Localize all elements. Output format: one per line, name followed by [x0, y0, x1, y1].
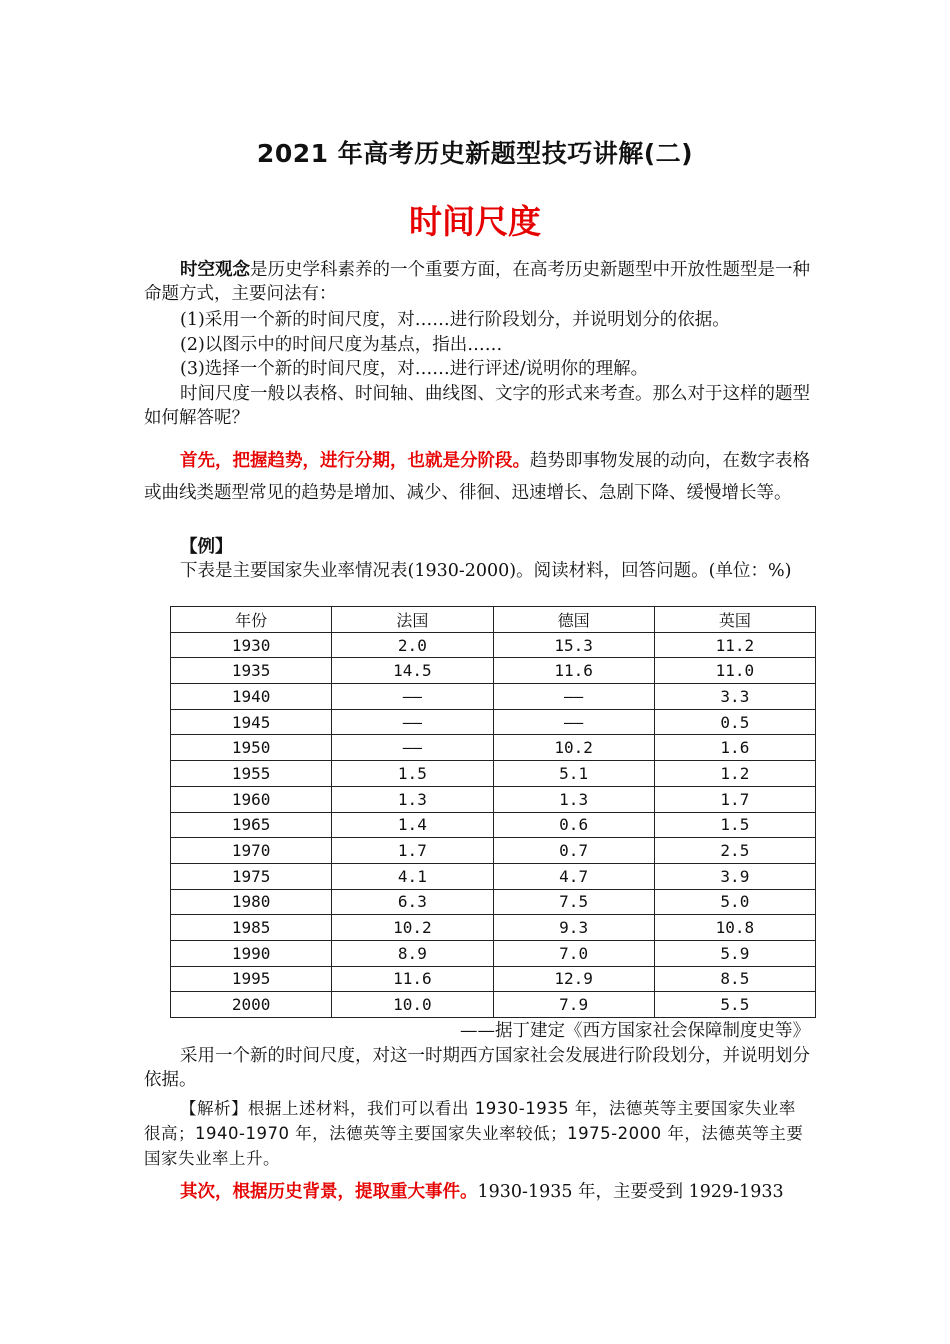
- table-row: [171, 915, 816, 941]
- year-cell: 1965: [171, 812, 332, 838]
- rate-cell: 11.6: [493, 658, 654, 684]
- table-row: [171, 863, 816, 889]
- rate-cell: 1.2: [654, 761, 815, 787]
- table-row: [171, 658, 816, 684]
- rate-cell: 1.3: [332, 786, 493, 812]
- year-cell: 1960: [171, 786, 332, 812]
- rate-cell: 7.9: [493, 992, 654, 1018]
- source-citation: ——据丁建定《西方国家社会保障制度史等》: [460, 1021, 810, 1041]
- rate-cell: 8.9: [332, 940, 493, 966]
- step2-paragraph: [144, 1180, 810, 1204]
- intro-paragraph: [144, 258, 810, 306]
- rate-cell: 10.8: [654, 915, 815, 941]
- example-intro: 下表是主要国家失业率情况表(1930-2000)。阅读材料，回答问题。(单位：%): [180, 561, 792, 581]
- rate-cell: 3.3: [654, 684, 815, 710]
- rate-cell: 14.5: [332, 658, 493, 684]
- year-cell: 1950: [171, 735, 332, 761]
- rate-cell: ——: [493, 684, 654, 710]
- rate-cell: 9.3: [493, 915, 654, 941]
- table-row: [171, 812, 816, 838]
- rate-cell: 2.5: [654, 838, 815, 864]
- table-row: [171, 786, 816, 812]
- table-row: [171, 684, 816, 710]
- step2-highlight: 其次，根据历史背景，提取重大事件。: [180, 1182, 478, 1202]
- rate-cell: 8.5: [654, 966, 815, 992]
- rate-cell: 1.6: [654, 735, 815, 761]
- rate-cell: 10.2: [332, 915, 493, 941]
- table-row: [171, 889, 816, 915]
- rate-cell: ——: [332, 684, 493, 710]
- rate-cell: 1.4: [332, 812, 493, 838]
- question-item: (3)选择一个新的时间尺度，对……进行评述/说明你的理解。: [180, 359, 649, 379]
- header-cell: 德国: [493, 607, 654, 633]
- rate-cell: ——: [332, 735, 493, 761]
- year-cell: 1995: [171, 966, 332, 992]
- rate-cell: 4.7: [493, 863, 654, 889]
- rate-cell: ——: [493, 709, 654, 735]
- year-cell: 1940: [171, 684, 332, 710]
- step1-text: 趋势即事物发展的动向，在数字表格或曲线类题型常见的趋势是增加、减少、徘徊、迅速增长、急剧下降、缓慢增长等。: [144, 451, 810, 503]
- intro-lead: 时空观念: [180, 260, 250, 280]
- rate-cell: 1.5: [332, 761, 493, 787]
- step1-paragraph: [144, 445, 810, 509]
- table-row: [171, 838, 816, 864]
- header-cell: 年份: [171, 607, 332, 633]
- intro-text: 是历史学科素养的一个重要方面，在高考历史新题型中开放性题型是一种命题方式，主要问法有：: [144, 260, 810, 304]
- year-cell: 1970: [171, 838, 332, 864]
- rate-cell: 5.0: [654, 889, 815, 915]
- unemployment-table: [170, 606, 816, 1018]
- year-cell: 1945: [171, 709, 332, 735]
- year-cell: 1935: [171, 658, 332, 684]
- rate-cell: 11.2: [654, 632, 815, 658]
- rate-cell: 5.1: [493, 761, 654, 787]
- table-header-row: [171, 607, 816, 633]
- step1-highlight: 首先，把握趋势，进行分期，也就是分阶段。: [180, 451, 530, 471]
- rate-cell: 3.9: [654, 863, 815, 889]
- rate-cell: 7.5: [493, 889, 654, 915]
- year-cell: 1980: [171, 889, 332, 915]
- table-row: [171, 761, 816, 787]
- rate-cell: 2.0: [332, 632, 493, 658]
- table-row: [171, 709, 816, 735]
- table-row: [171, 940, 816, 966]
- year-cell: 2000: [171, 992, 332, 1018]
- rate-cell: 5.5: [654, 992, 815, 1018]
- example-label: 【例】: [180, 537, 233, 557]
- rate-cell: 4.1: [332, 863, 493, 889]
- rate-cell: 11.6: [332, 966, 493, 992]
- rate-cell: 5.9: [654, 940, 815, 966]
- rate-cell: 12.9: [493, 966, 654, 992]
- document-title: 2021 年高考历史新题型技巧讲解(二): [256, 139, 694, 168]
- rate-cell: 10.2: [493, 735, 654, 761]
- year-cell: 1930: [171, 632, 332, 658]
- question-paragraph: 采用一个新的时间尺度，对这一时期西方国家社会发展进行阶段划分，并说明划分依据。: [144, 1046, 810, 1090]
- rate-cell: 0.5: [654, 709, 815, 735]
- rate-cell: ——: [332, 709, 493, 735]
- year-cell: 1990: [171, 940, 332, 966]
- step2-text: 1930-1935 年，主要受到 1929-1933: [477, 1182, 784, 1202]
- rate-cell: 1.5: [654, 812, 815, 838]
- rate-cell: 1.3: [493, 786, 654, 812]
- rate-cell: 0.7: [493, 838, 654, 864]
- year-cell: 1985: [171, 915, 332, 941]
- rate-cell: 1.7: [654, 786, 815, 812]
- year-cell: 1975: [171, 863, 332, 889]
- section-title: 时间尺度: [409, 202, 541, 241]
- table-row: [171, 966, 816, 992]
- rate-cell: 11.0: [654, 658, 815, 684]
- table-row: [171, 992, 816, 1018]
- forms-paragraph: 时间尺度一般以表格、时间轴、曲线图、文字的形式来考查。那么对于这样的题型如何解答呢？: [144, 384, 810, 428]
- rate-cell: 0.6: [493, 812, 654, 838]
- header-cell: 法国: [332, 607, 493, 633]
- year-cell: 1955: [171, 761, 332, 787]
- table-row: [171, 735, 816, 761]
- rate-cell: 15.3: [493, 632, 654, 658]
- question-item: (2)以图示中的时间尺度为基点，指出……: [180, 335, 503, 355]
- rate-cell: 10.0: [332, 992, 493, 1018]
- analysis-paragraph: 【解析】根据上述材料，我们可以看出 1930-1935 年，法德英等主要国家失业率很高；1940-1970 年，法德英等主要国家失业率较低；1975-2000 年，法德英等主要国家失业率上升。: [144, 1099, 804, 1168]
- header-cell: 英国: [654, 607, 815, 633]
- rate-cell: 6.3: [332, 889, 493, 915]
- question-item: (1)采用一个新的时间尺度，对……进行阶段划分，并说明划分的依据。: [180, 310, 730, 330]
- rate-cell: 1.7: [332, 838, 493, 864]
- rate-cell: 7.0: [493, 940, 654, 966]
- table-row: [171, 632, 816, 658]
